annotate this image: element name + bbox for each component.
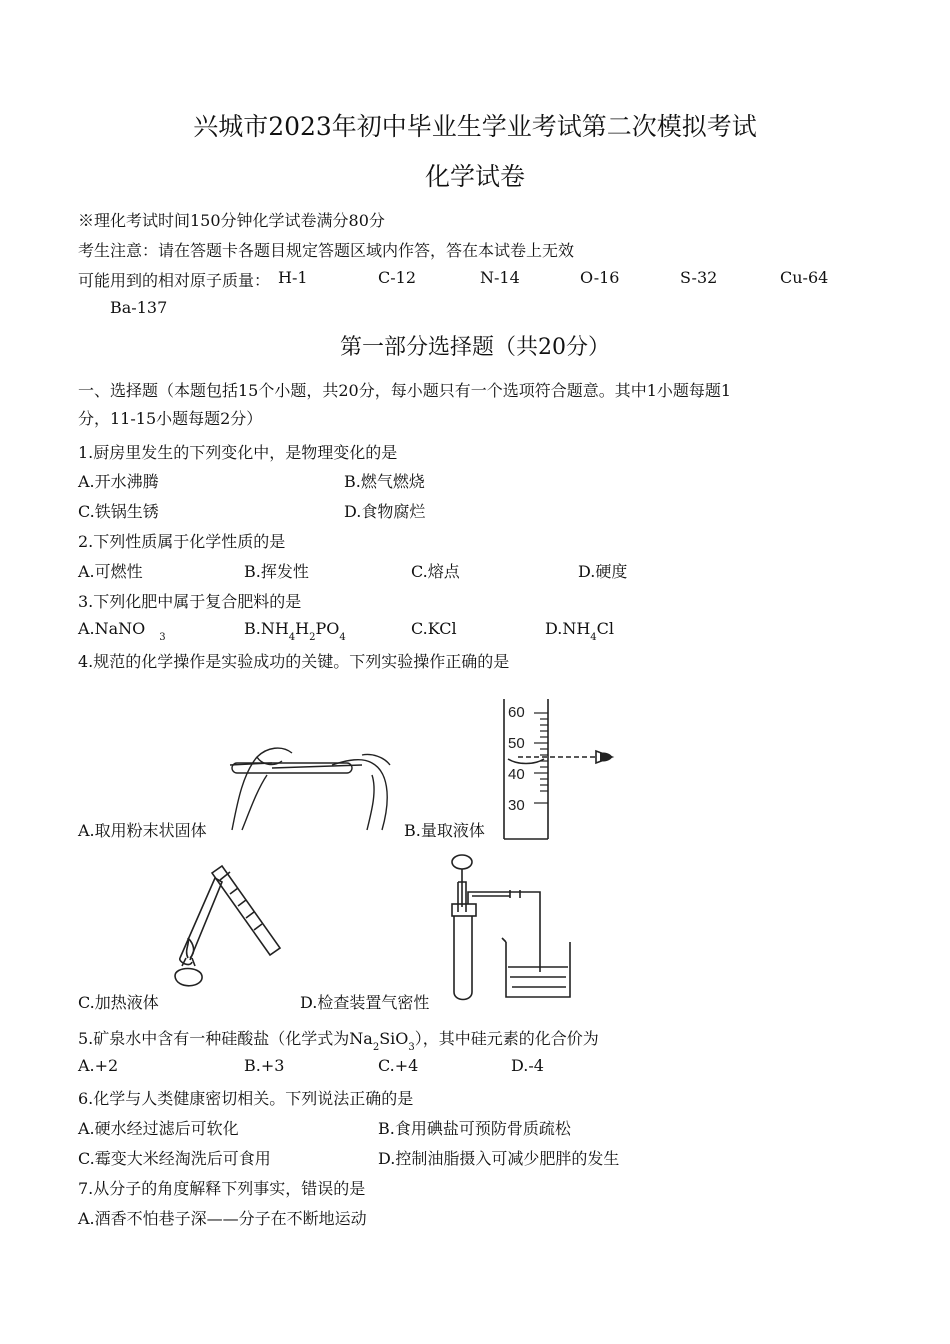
q6-option-b: B.食用碘盐可预防骨质疏松	[378, 1119, 571, 1138]
q2-option-a: A.可燃性	[78, 562, 143, 581]
q3-stem: 3.下列化肥中属于复合肥料的是	[78, 592, 302, 611]
q5-option-b: B.+3	[244, 1056, 285, 1075]
q6-option-c: C.霉变大米经淘洗后可食用	[78, 1149, 271, 1168]
q4-option-b: B.量取液体	[404, 821, 485, 840]
q4-option-c: C.加热液体	[78, 993, 159, 1012]
q1-stem: 1.厨房里发生的下列变化中，是物理变化的是	[78, 443, 398, 462]
graduated-cylinder-figure	[496, 693, 636, 843]
q1-option-a: A.开水沸腾	[78, 472, 159, 491]
airtightness-figure	[440, 852, 580, 1002]
q2-stem: 2.下列性质属于化学性质的是	[78, 532, 286, 551]
q3-option-d: $D.NH_4Cl$	[545, 619, 615, 643]
atomic-mass-h: H-1	[278, 268, 308, 287]
q6-option-a: A.硬水经过滤后可软化	[78, 1119, 239, 1138]
atomic-mass-n: N-14	[480, 268, 520, 287]
q6-stem: 6.化学与人类健康密切相关。下列说法正确的是	[78, 1089, 414, 1108]
q1-option-d: D.食物腐烂	[344, 502, 426, 521]
cylinder-tick-50: 50	[508, 735, 525, 752]
part1-title: 第一部分选择题（共20分）	[340, 335, 610, 360]
q7-stem: 7.从分子的角度解释下列事实，错误的是	[78, 1179, 366, 1198]
cylinder-tick-60: 60	[508, 704, 525, 721]
q2-option-b: B.挥发性	[244, 562, 309, 581]
atomic-mass-ba: Ba-137	[110, 298, 168, 317]
q5-stem: 5.矿泉水中含有一种硅酸盐（化学式为$Na_2SiO_3$），其中硅元素的化合价为	[78, 1029, 599, 1053]
q3-option-c: C.KCl	[411, 619, 457, 638]
q2-option-d: D.硬度	[578, 562, 628, 581]
q4-stem: 4.规范的化学操作是实验成功的关键。下列实验操作正确的是	[78, 652, 510, 671]
atomic-mass-o: O-16	[580, 268, 620, 287]
part1-instruction-2: 分，11-15小题每题2分）	[78, 409, 263, 428]
q2-option-c: C.熔点	[411, 562, 460, 581]
part1-instruction-1: 一、选择题（本题包括15个小题，共20分，每小题只有一个选项符合题意。其中1小题每题1	[78, 381, 732, 400]
time-note: ※理化考试时间150分钟化学试卷满分80分	[78, 211, 385, 230]
q7-option-a: A.酒香不怕巷子深——分子在不断地运动	[78, 1209, 367, 1228]
exam-subtitle: 化学试卷	[424, 162, 525, 191]
q5-option-a: A.+2	[78, 1056, 119, 1075]
cylinder-tick-30: 30	[508, 797, 525, 814]
cylinder-tick-40: 40	[508, 766, 525, 783]
atomic-mass-c: C-12	[378, 268, 417, 287]
powder-solid-figure	[212, 735, 412, 835]
q5-option-c: C.+4	[378, 1056, 419, 1075]
q5-option-d: D.-4	[511, 1056, 544, 1075]
q4-option-a: A.取用粉末状固体	[78, 821, 207, 840]
notice-note: 考生注意：请在答题卡各题目规定答题区域内作答，答在本试卷上无效	[78, 241, 575, 260]
heating-liquid-figure	[160, 858, 290, 998]
q3-option-b: $B.NH_4H_2PO_4$	[244, 619, 346, 643]
q1-option-b: B.燃气燃烧	[344, 472, 425, 491]
q1-option-c: C.铁锅生锈	[78, 502, 159, 521]
atomic-mass-s: S-32	[680, 268, 718, 287]
q4-option-d: D.检查装置气密性	[300, 993, 430, 1012]
q3-option-a: A.NaNO $_3$	[78, 619, 166, 643]
exam-title: 兴城市2023年初中毕业生学业考试第二次模拟考试	[193, 112, 757, 141]
atomic-mass-cu: Cu-64	[780, 268, 829, 287]
q6-option-d: D.控制油脂摄入可减少肥胖的发生	[378, 1149, 620, 1168]
atomic-mass-label: 可能用到的相对原子质量：	[78, 271, 271, 290]
